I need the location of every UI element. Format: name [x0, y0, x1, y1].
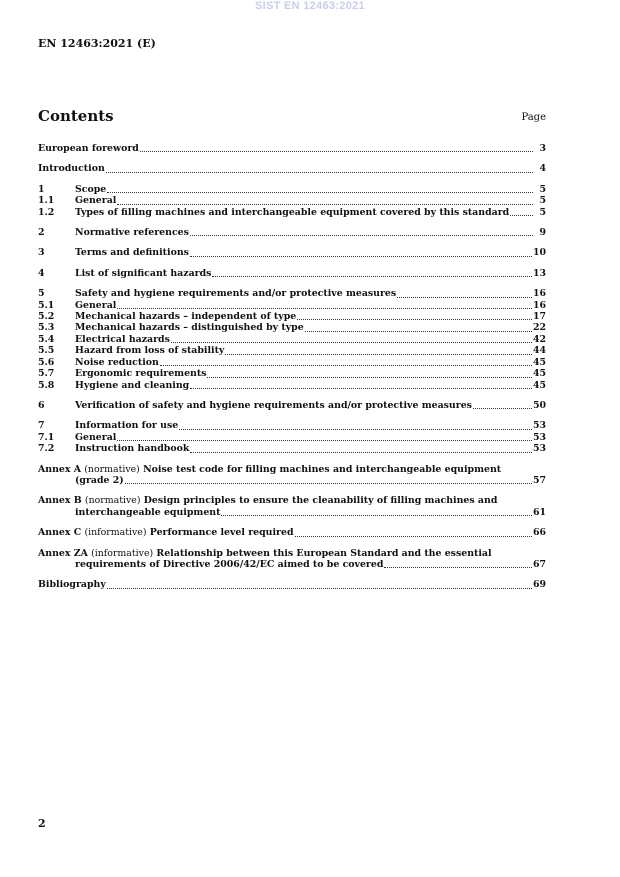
- toc-page: 53: [532, 431, 546, 443]
- toc-page: 42: [532, 333, 546, 345]
- toc-entry-7-2-instruction-handbook[interactable]: [38, 443, 546, 454]
- toc-entry-bibliography[interactable]: [38, 579, 546, 590]
- toc-page: 10: [532, 247, 546, 259]
- toc-entry-5-5-stability[interactable]: [38, 345, 546, 356]
- watermark: SIST EN 12463:2021: [255, 0, 365, 12]
- contents-title: Contents: [38, 107, 114, 125]
- annex-title-2: requirements of Directive 2006/42/EC aimed to be covered: [75, 558, 384, 570]
- toc-number: 1.2: [38, 206, 55, 218]
- toc-entry-5-3-mechanical-type[interactable]: [38, 322, 546, 333]
- toc-label: Types of filling machines and interchangeable equipment covered by this standard: [75, 206, 510, 218]
- toc-page: 16: [532, 288, 546, 300]
- toc-entry-7-1-general[interactable]: [38, 432, 546, 443]
- toc-number: 7.2: [38, 443, 55, 455]
- annex-head: Annex B: [38, 495, 82, 507]
- dot-leader: [190, 451, 532, 453]
- toc-number: 7.1: [38, 431, 55, 443]
- toc-entry-1-1-general[interactable]: [38, 195, 546, 206]
- toc-label: Instruction handbook: [75, 443, 190, 455]
- toc-label: Noise reduction: [75, 356, 159, 368]
- toc-number: 5.1: [38, 299, 55, 311]
- toc-entry-annex-za[interactable]: [38, 548, 546, 571]
- annex-head: Annex ZA: [38, 547, 88, 559]
- toc-page: 53: [532, 420, 546, 432]
- toc-entry-normative-references[interactable]: [38, 227, 546, 238]
- toc-page: 5: [539, 183, 546, 195]
- toc-page: 4: [539, 163, 546, 175]
- dot-leader: [473, 407, 532, 409]
- toc-label: Normative references: [75, 227, 189, 239]
- toc-number: 6: [38, 399, 45, 411]
- annex-head: Annex A: [38, 463, 81, 475]
- toc-entry-annex-a[interactable]: [38, 464, 546, 487]
- toc-page: 9: [539, 227, 546, 239]
- dot-leader: [510, 214, 533, 216]
- toc-label: Bibliography: [38, 579, 106, 591]
- toc-number: 1.1: [38, 195, 55, 207]
- toc-page: 17: [532, 311, 546, 323]
- toc-page: 44: [532, 345, 546, 357]
- dot-leader: [190, 234, 533, 236]
- toc-entry-verification[interactable]: [38, 400, 546, 411]
- toc-number: 1: [38, 183, 45, 195]
- toc-entry-5-4-electrical[interactable]: [38, 334, 546, 345]
- toc-label: Hygiene and cleaning: [75, 379, 190, 391]
- annex-kind: (informative): [91, 547, 154, 559]
- toc-label: Mechanical hazards – independent of type: [75, 311, 297, 323]
- toc-number: 5.6: [38, 356, 55, 368]
- toc-page: 67: [532, 558, 546, 570]
- toc-label: Verification of safety and hygiene requirements and/or protective measures: [75, 399, 472, 411]
- toc-label: Scope: [75, 183, 107, 195]
- toc-entry-5-8-hygiene[interactable]: [38, 380, 546, 391]
- toc-label: Electrical hazards: [75, 333, 170, 345]
- toc-label: General: [75, 195, 117, 207]
- toc-entry-introduction[interactable]: [38, 163, 546, 174]
- toc-number: 5.7: [38, 368, 55, 380]
- toc-label: Introduction: [38, 163, 105, 175]
- toc-number: 4: [38, 267, 45, 279]
- toc-page: 13: [532, 267, 546, 279]
- toc-page: 57: [532, 474, 546, 486]
- toc-entry-5-7-ergonomic[interactable]: [38, 368, 546, 379]
- toc-number: 5.2: [38, 311, 55, 323]
- annex-title-line: [38, 495, 546, 506]
- toc-label: General: [75, 431, 117, 443]
- toc-page: 69: [532, 579, 546, 591]
- toc-page: 22: [532, 322, 546, 334]
- dot-leader: [171, 341, 532, 343]
- toc-entry-5-2-mechanical-independent[interactable]: [38, 311, 546, 322]
- toc-number: 3: [38, 247, 45, 259]
- dot-leader: [305, 330, 532, 332]
- dot-leader: [397, 296, 532, 298]
- dot-leader: [106, 171, 533, 173]
- toc-page: 5: [539, 195, 546, 207]
- toc-page: 61: [532, 506, 546, 518]
- annex-kind: (normative): [84, 495, 141, 507]
- toc-label: General: [75, 299, 117, 311]
- annex-kind: (informative): [84, 527, 147, 539]
- annex-title: Design principles to ensure the cleanability of filling machines and: [143, 495, 498, 507]
- dot-leader: [117, 203, 533, 205]
- toc-entry-european-foreword[interactable]: [38, 143, 546, 154]
- toc-label: List of significant hazards: [75, 267, 212, 279]
- toc-number: 5: [38, 288, 45, 300]
- toc-page: 45: [532, 368, 546, 380]
- toc-number: 2: [38, 227, 45, 239]
- toc-page: 16: [532, 299, 546, 311]
- annex-title-2: (grade 2): [75, 474, 124, 486]
- toc-label: Safety and hygiene requirements and/or protective measures: [75, 288, 397, 300]
- dot-leader: [297, 318, 532, 320]
- toc-label: Information for use: [75, 420, 179, 432]
- toc-label: Hazard from loss of stability: [75, 345, 225, 357]
- toc-label: European foreword: [38, 143, 139, 154]
- annex-title-continuation: [38, 507, 546, 518]
- dot-leader: [125, 482, 532, 484]
- dot-leader: [107, 587, 532, 589]
- toc-page: 53: [532, 443, 546, 455]
- dot-leader: [384, 566, 532, 568]
- dot-leader: [225, 353, 532, 355]
- toc-entry-significant-hazards[interactable]: [38, 268, 546, 279]
- annex-title-line: [38, 548, 546, 559]
- toc-label: Ergonomic requirements: [75, 368, 207, 380]
- dot-leader: [140, 150, 533, 152]
- toc-entry-terms-definitions[interactable]: [38, 247, 546, 258]
- toc-page: 3: [539, 143, 546, 154]
- dot-leader: [212, 275, 532, 277]
- toc-page: 5: [539, 206, 546, 218]
- toc-entry-1-2-types[interactable]: [38, 207, 546, 218]
- dot-leader: [207, 376, 531, 378]
- dot-leader: [190, 387, 532, 389]
- toc-entry-annex-c[interactable]: [38, 527, 546, 538]
- dot-leader: [190, 255, 532, 257]
- toc-number: 5.8: [38, 379, 55, 391]
- annex-head: Annex C: [38, 527, 82, 539]
- toc-number: 5.4: [38, 333, 55, 345]
- toc-label: Mechanical hazards – distinguished by type: [75, 322, 304, 334]
- toc-page: 66: [532, 527, 546, 539]
- dot-leader: [295, 535, 532, 537]
- annex-title-continuation: [38, 559, 546, 570]
- toc-entry-5-6-noise[interactable]: [38, 357, 546, 368]
- dot-leader: [221, 514, 532, 516]
- page-column-label: Page: [521, 112, 546, 123]
- dot-leader: [117, 439, 532, 441]
- dot-leader: [117, 307, 532, 309]
- annex-title-line: [38, 527, 294, 538]
- footer-page-number: 2: [38, 817, 46, 830]
- annex-title: Noise test code for filling machines and interchangeable equipment: [143, 463, 502, 475]
- toc-number: 7: [38, 420, 45, 432]
- toc-page: 50: [532, 399, 546, 411]
- dot-leader: [107, 191, 533, 193]
- dot-leader: [179, 428, 532, 430]
- annex-title-2: interchangeable equipment: [75, 506, 221, 518]
- document-code: EN 12463:2021 (E): [38, 37, 156, 50]
- annex-title: Performance level required: [149, 527, 294, 539]
- toc-entry-safety-hygiene[interactable]: [38, 288, 546, 299]
- toc-page: 45: [532, 356, 546, 368]
- toc-entry-information-for-use[interactable]: [38, 420, 546, 431]
- annex-title-line: [38, 464, 546, 475]
- toc-entry-5-1-general[interactable]: [38, 300, 546, 311]
- toc-number: 5.3: [38, 322, 55, 334]
- table-of-contents: [38, 143, 546, 591]
- annex-kind: (normative): [84, 463, 140, 475]
- annex-title-continuation: [38, 475, 546, 486]
- dot-leader: [160, 364, 532, 366]
- annex-title: Relationship between this European Standard and the essential: [156, 547, 492, 559]
- toc-label: Terms and definitions: [75, 247, 189, 259]
- toc-page: 45: [532, 379, 546, 391]
- toc-number: 5.5: [38, 345, 55, 357]
- toc-entry-scope[interactable]: [38, 184, 546, 195]
- toc-entry-annex-b[interactable]: [38, 495, 546, 518]
